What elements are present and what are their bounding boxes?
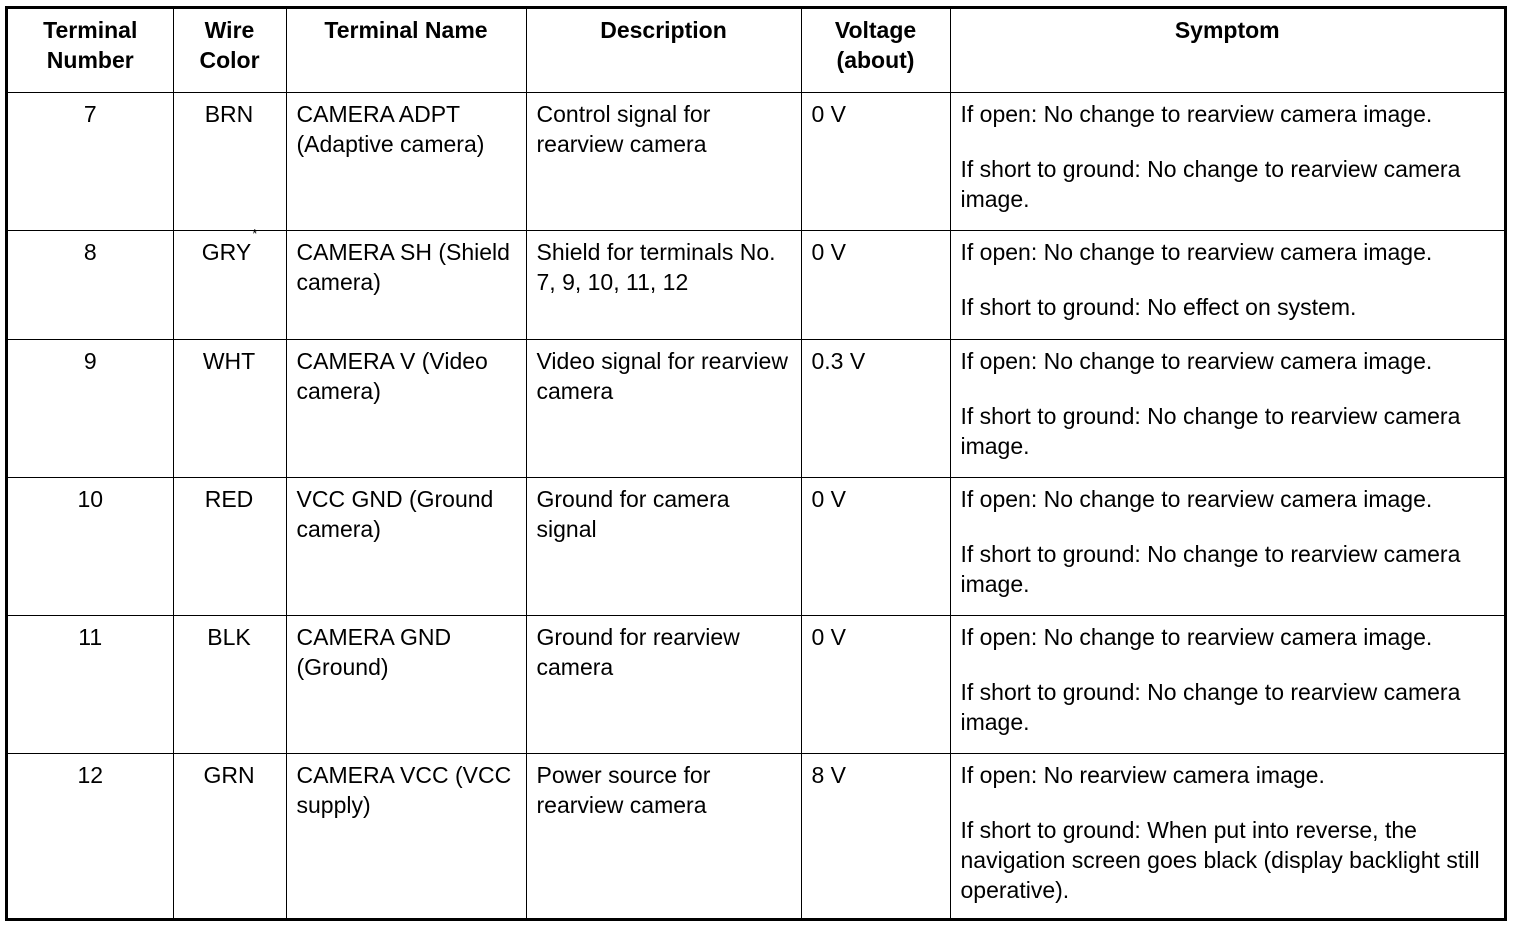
table-row: [8, 753, 1504, 920]
cell-description: Ground for camera signal: [526, 477, 801, 615]
symptom-open: If open: No change to rearview camera image.: [960, 347, 1433, 374]
cell-symptom: [950, 753, 1504, 920]
cell-terminal-name: CAMERA V (Video camera): [286, 339, 526, 477]
cell-symptom: [950, 230, 1504, 339]
cell-wire-color: GRN: [173, 753, 286, 920]
wire-color-footnote-mark: *: [252, 225, 258, 241]
symptom-short: If short to ground: No change to rearview camera image.: [960, 678, 1461, 735]
cell-wire-color: WHT: [173, 339, 286, 477]
table-row: [8, 615, 1504, 753]
cell-wire-color: GRY*: [173, 230, 286, 339]
cell-symptom: [950, 339, 1504, 477]
cell-terminal-number: 12: [8, 753, 173, 920]
cell-voltage: 8 V: [801, 753, 950, 920]
cell-terminal-name: CAMERA VCC (VCC supply): [286, 753, 526, 920]
terminal-table: [5, 6, 1507, 921]
cell-terminal-number: 8: [8, 230, 173, 339]
symptom-open: If open: No change to rearview camera image.: [960, 238, 1433, 265]
cell-terminal-name: CAMERA GND (Ground): [286, 615, 526, 753]
terminal-table-grid: [8, 9, 1504, 920]
cell-terminal-name: CAMERA SH (Shield camera): [286, 230, 526, 339]
cell-wire-color: RED: [173, 477, 286, 615]
cell-description: Power source for rearview camera: [526, 753, 801, 920]
symptom-open: If open: No rearview camera image.: [960, 761, 1325, 788]
table-row: [8, 477, 1504, 615]
cell-wire-color: BLK: [173, 615, 286, 753]
symptom-open: If open: No change to rearview camera image.: [960, 623, 1433, 650]
table-row: [8, 230, 1504, 339]
table-row: [8, 339, 1504, 477]
header-wire-color: Wire Color: [173, 9, 286, 92]
header-voltage: Voltage (about): [801, 9, 950, 92]
cell-voltage: 0 V: [801, 230, 950, 339]
cell-terminal-number: 9: [8, 339, 173, 477]
cell-voltage: 0 V: [801, 477, 950, 615]
cell-terminal-number: 7: [8, 92, 173, 230]
table-row: [8, 92, 1504, 230]
cell-symptom: [950, 92, 1504, 230]
cell-terminal-name: VCC GND (Ground camera): [286, 477, 526, 615]
symptom-short: If short to ground: No change to rearview camera image.: [960, 540, 1461, 597]
table-header-row: [8, 9, 1504, 92]
cell-terminal-number: 11: [8, 615, 173, 753]
cell-terminal-name: CAMERA ADPT (Adaptive camera): [286, 92, 526, 230]
cell-terminal-number: 10: [8, 477, 173, 615]
cell-description: Ground for rearview camera: [526, 615, 801, 753]
symptom-short: If short to ground: No change to rearview camera image.: [960, 402, 1461, 459]
header-description: Description: [526, 9, 801, 92]
cell-wire-color: BRN: [173, 92, 286, 230]
symptom-open: If open: No change to rearview camera image.: [960, 485, 1433, 512]
header-terminal-number: Terminal Number: [8, 9, 173, 92]
cell-voltage: 0.3 V: [801, 339, 950, 477]
symptom-short: If short to ground: No effect on system.: [960, 293, 1357, 320]
header-terminal-name: Terminal Name: [286, 9, 526, 92]
cell-description: Shield for terminals No. 7, 9, 10, 11, 12: [526, 230, 801, 339]
cell-description: Video signal for rearview camera: [526, 339, 801, 477]
cell-voltage: 0 V: [801, 92, 950, 230]
cell-voltage: 0 V: [801, 615, 950, 753]
symptom-short: If short to ground: No change to rearview camera image.: [960, 155, 1461, 212]
header-symptom: Symptom: [950, 9, 1504, 92]
cell-symptom: [950, 477, 1504, 615]
symptom-open: If open: No change to rearview camera image.: [960, 100, 1433, 127]
cell-description: Control signal for rearview camera: [526, 92, 801, 230]
symptom-short: If short to ground: When put into reverse, the navigation screen goes black (display backlight still operative).: [960, 816, 1480, 903]
cell-symptom: [950, 615, 1504, 753]
